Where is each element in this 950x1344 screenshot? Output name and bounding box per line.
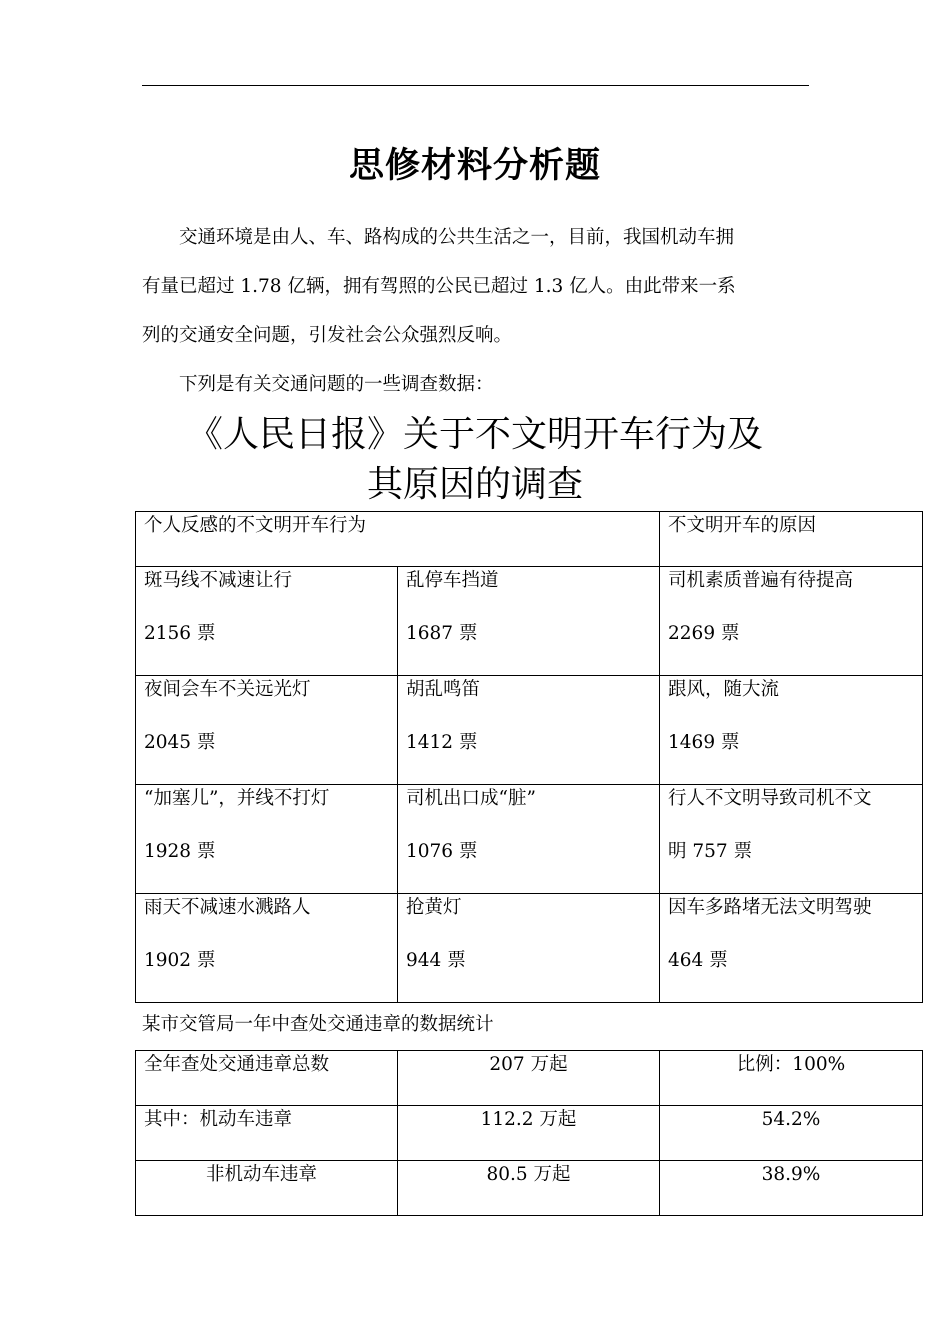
stats-count: 207 万起 <box>398 1051 660 1106</box>
stats-count: 80.5 万起 <box>398 1161 660 1216</box>
table-row <box>136 785 923 894</box>
stats-caption: 某市交管局一年中查处交通违章的数据统计 <box>142 1014 494 1035</box>
header-rule <box>142 85 809 86</box>
survey-cell: “加塞儿”，并线不打灯 1928 票 <box>136 785 398 894</box>
stats-label: 全年查处交通违章总数 <box>136 1051 398 1106</box>
table-row <box>136 1161 923 1216</box>
survey-cell: 因车多路堵无法文明驾驶 464 票 <box>660 894 923 1003</box>
stats-ratio: 54.2% <box>660 1106 923 1161</box>
survey-cell: 跟风，随大流 1469 票 <box>660 676 923 785</box>
stats-table <box>135 1050 923 1216</box>
survey-table <box>135 511 923 1003</box>
stats-label: 其中：机动车违章 <box>136 1106 398 1161</box>
survey-cell: 乱停车挡道 1687 票 <box>398 567 660 676</box>
survey-cell: 行人不文明导致司机不文 明 757 票 <box>660 785 923 894</box>
intro-paragraph <box>142 213 822 409</box>
survey-cell: 胡乱鸣笛 1412 票 <box>398 676 660 785</box>
stats-ratio: 38.9% <box>660 1161 923 1216</box>
survey-cell: 斑马线不减速让行 2156 票 <box>136 567 398 676</box>
intro-line-2: 有量已超过 1.78 亿辆，拥有驾照的公民已超过 1.3 亿人。由此带来一系 <box>142 276 736 297</box>
survey-title-line-2: 其原因的调查 <box>366 464 583 505</box>
survey-cell: 夜间会车不关远光灯 2045 票 <box>136 676 398 785</box>
survey-header-row <box>136 512 923 567</box>
stats-ratio: 比例：100% <box>660 1051 923 1106</box>
document-title: 思修材料分析题 <box>348 146 601 186</box>
table-row <box>136 894 923 1003</box>
header-behaviors: 个人反感的不文明开车行为 <box>136 512 660 567</box>
survey-title-line-1: 《人民日报》关于不文明开车行为及 <box>186 414 763 455</box>
table-row <box>136 567 923 676</box>
intro-line-3: 列的交通安全问题，引发社会公众强烈反响。 <box>142 325 513 346</box>
survey-cell: 抢黄灯 944 票 <box>398 894 660 1003</box>
table-row <box>136 1051 923 1106</box>
table-row <box>136 676 923 785</box>
survey-cell: 司机素质普遍有待提高 2269 票 <box>660 567 923 676</box>
stats-label: 非机动车违章 <box>136 1161 398 1216</box>
intro-line-1: 交通环境是由人、车、路构成的公共生活之一，目前，我国机动车拥 <box>179 227 735 248</box>
stats-count: 112.2 万起 <box>398 1106 660 1161</box>
survey-cell: 司机出口成“脏” 1076 票 <box>398 785 660 894</box>
survey-title <box>0 410 950 510</box>
survey-cell: 雨天不减速水溅路人 1902 票 <box>136 894 398 1003</box>
header-reasons: 不文明开车的原因 <box>660 512 923 567</box>
table-row <box>136 1106 923 1161</box>
intro-line-4: 下列是有关交通问题的一些调查数据： <box>179 374 494 395</box>
